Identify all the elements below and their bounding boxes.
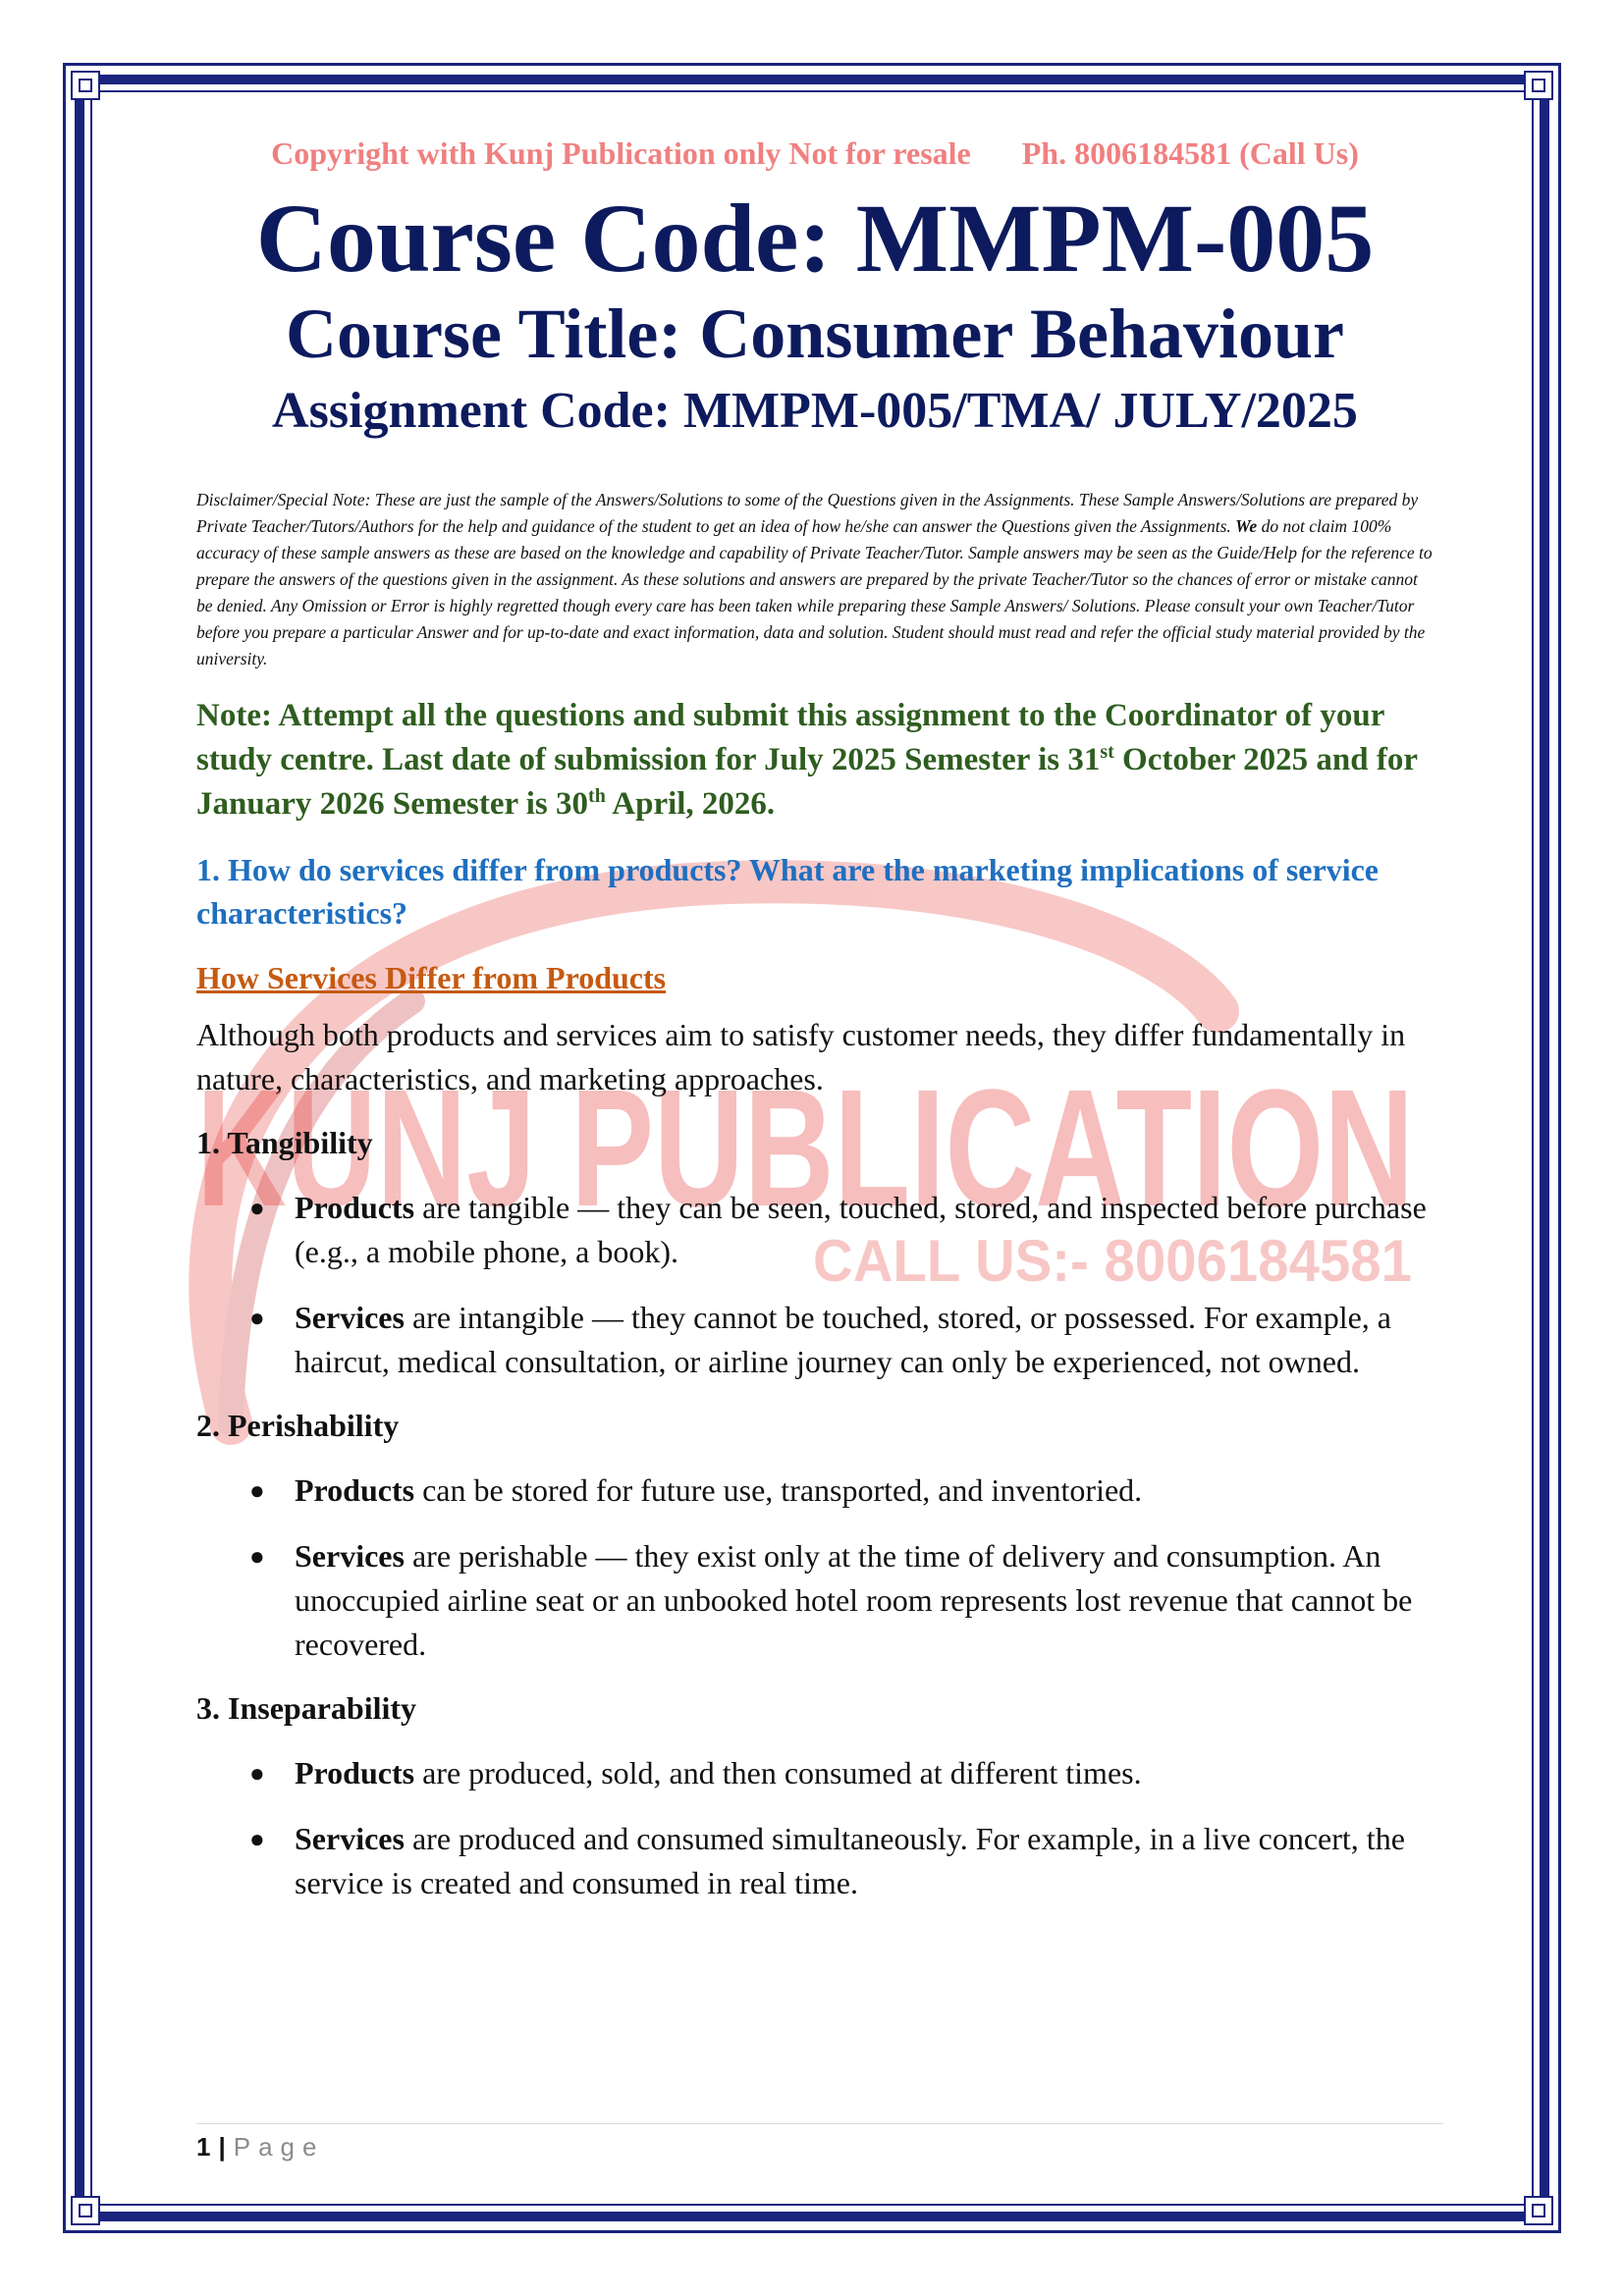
border-corner-ornament (71, 2196, 100, 2225)
section-inseparability (196, 1686, 1434, 1905)
bullet-list (196, 1751, 1434, 1905)
section-heading: 1. Tangibility (196, 1125, 373, 1161)
disclaimer-bold-word: We (1235, 516, 1258, 537)
bullet-bold-term: Products (295, 1755, 415, 1791)
disclaimer-note (196, 487, 1434, 672)
copyright-notice: Copyright with Kunj Publication only Not for resale (271, 135, 971, 171)
section-perishability (196, 1404, 1434, 1667)
bullet-text: are produced and consumed simultaneously. For example, in a live concert, the service is created and consumed in real time. (295, 1821, 1405, 1901)
contact-phone: Ph. 8006184581 (Call Us) (1021, 135, 1359, 171)
note-text-1: Note: Attempt all the questions and submit this assignment to the Coordinator of your study centre. Last date of submission for July 2025 Semester is 31 (196, 698, 1384, 778)
bullet-icon: ● (249, 1304, 265, 1333)
bullet-bold-term: Services (295, 1538, 405, 1575)
border-corner-ornament (1524, 71, 1553, 100)
border-corner-ornament (1524, 2196, 1553, 2225)
bullet-bold-term: Products (295, 1472, 415, 1509)
disclaimer-text-1: Disclaimer/Special Note: These are just the sample of the Answers/Solutions to some of the Questions given in the Assignments. These Sample Answers/Solutions are prepared by Private Teacher/Tutors/Authors for the help and guidance of the student to get an idea of how he/she can answer the Questions given the Assignments. (196, 490, 1419, 537)
bullet-icon: ● (249, 1194, 265, 1223)
list-item (196, 1296, 1434, 1384)
footer-separator: | (218, 2132, 226, 2162)
bullet-list (196, 1468, 1434, 1667)
page-content (196, 135, 1434, 1905)
disclaimer-text-2: do not claim 100% accuracy of these sample answers as these are based on the knowledge and capability of Private Teacher/Tutor. Sample answers may be seen as the Guide/Help for the reference to prepare the answers of the questions given in the assignment. As these solutions and answers are prepared by the private Teacher/Tutor so the chances of error or mistake cannot be denied. Any Omission or Error is highly regretted though every care has been taken while preparing these Sample Answers/ Solutions. Please consult your own Teacher/Tutor before you prepare a particular Answer and for up-to-date and exact information, data and solution. Student should must read and refer the official study material provided by the university. (196, 516, 1433, 669)
bullet-bold-term: Services (295, 1300, 405, 1336)
answer-subheading: How Services Differ from Products (196, 960, 667, 996)
course-title-heading: Course Title: Consumer Behaviour (285, 294, 1345, 373)
bullet-text: are perishable — they exist only at the time of delivery and consumption. An unoccupied airline seat or an unbooked hotel room represents lost revenue that cannot be recovered. (295, 1538, 1413, 1663)
note-superscript-2: th (588, 785, 606, 808)
note-superscript-1: st (1100, 741, 1114, 764)
intro-paragraph: Although both products and services aim to satisfy customer needs, they differ fundamentally in nature, characteristics, and marketing approaches. (196, 1017, 1406, 1097)
border-corner-ornament (71, 71, 100, 100)
submission-note (196, 694, 1434, 827)
section-heading: 2. Perishability (196, 1408, 400, 1444)
list-item (196, 1534, 1434, 1667)
bullet-text: can be stored for future use, transported, and inventoried. (414, 1472, 1143, 1509)
bullet-bold-term: Services (295, 1821, 405, 1857)
section-tangibility (196, 1121, 1434, 1384)
bullet-icon: ● (249, 1542, 265, 1572)
note-text-3: April, 2026. (605, 786, 776, 823)
bullet-icon: ● (249, 1476, 265, 1506)
bullet-text: are produced, sold, and then consumed at different times. (414, 1755, 1142, 1791)
assignment-code-heading: Assignment Code: MMPM-005/TMA/ JULY/2025 (272, 382, 1358, 439)
watermark-phone-text: CALL US:- 8006184581 (813, 1228, 1412, 1294)
bullet-bold-term: Products (295, 1190, 415, 1226)
watermark-brand-text: KUNJ PUBLICATION (196, 1055, 1414, 1242)
list-item (196, 1186, 1434, 1274)
course-code-heading: Course Code: MMPM-005 (255, 184, 1375, 293)
list-item (196, 1751, 1434, 1795)
page-footer (196, 2123, 1443, 2163)
bullet-icon: ● (249, 1825, 265, 1854)
copyright-line (196, 135, 1434, 172)
page-number: 1 (196, 2132, 211, 2162)
list-item (196, 1817, 1434, 1905)
section-heading: 3. Inseparability (196, 1690, 417, 1727)
note-text-2: October 2025 and for January 2026 Semester is 30 (196, 742, 1418, 823)
bullet-icon: ● (249, 1759, 265, 1789)
bullet-list (196, 1186, 1434, 1384)
list-item (196, 1468, 1434, 1513)
question-1: 1. How do services differ from products? What are the marketing implications of service characteristics? (196, 852, 1379, 932)
page-label: Page (233, 2132, 325, 2162)
bullet-text: are intangible — they cannot be touched, stored, or possessed. For example, a haircut, medical consultation, or airline journey can only be experienced, not owned. (295, 1300, 1391, 1380)
bullet-text: are tangible — they can be seen, touched, stored, and inspected before purchase (e.g., a mobile phone, a book). (295, 1190, 1427, 1270)
